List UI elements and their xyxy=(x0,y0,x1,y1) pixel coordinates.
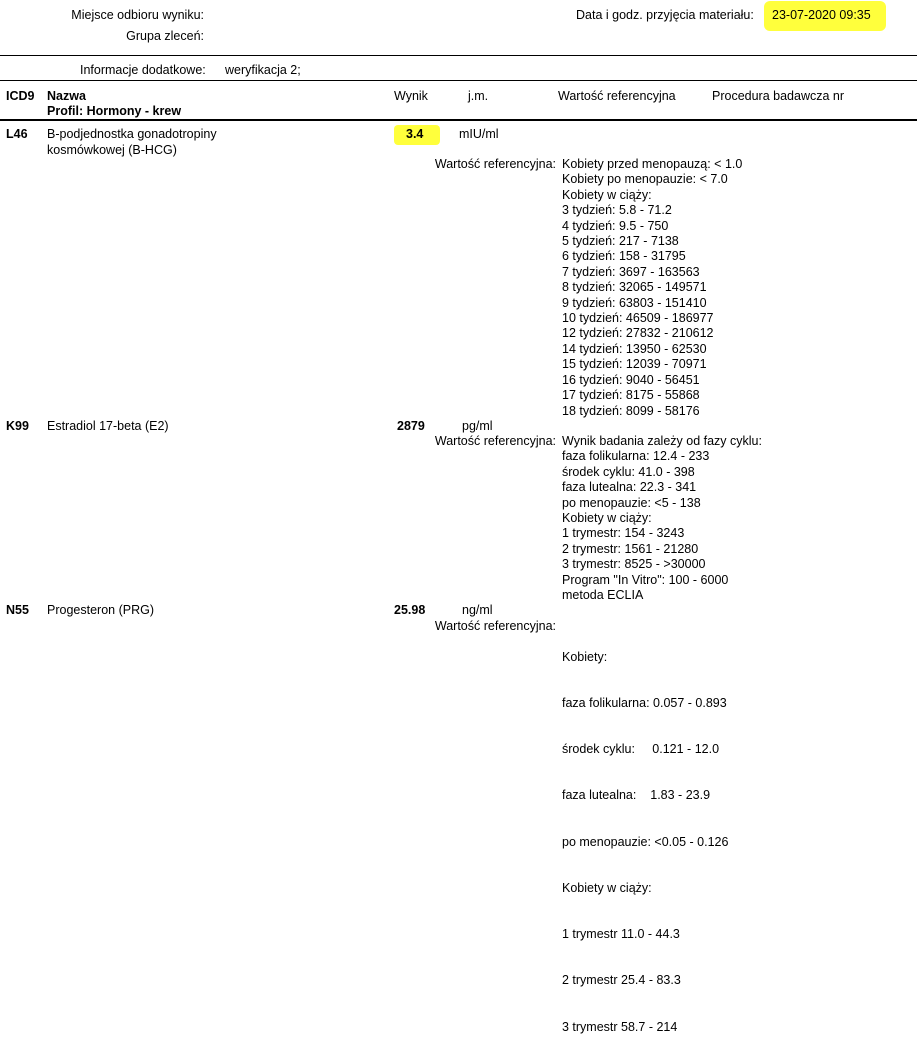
ref-line: 2 trymestr: 1561 - 21280 xyxy=(562,541,699,556)
test-name-k99: Estradiol 17-beta (E2) xyxy=(47,419,169,433)
test-unit-n55: ng/ml xyxy=(462,603,493,617)
test-code-l46: L46 xyxy=(6,127,28,141)
col-reference: Wartość referencyjna xyxy=(558,89,676,103)
additional-info-value: weryfikacja 2; xyxy=(225,63,301,77)
ref-line: po menopauzie: <0.05 - 0.126 xyxy=(562,834,729,849)
group-label: Grupa zleceń: xyxy=(126,29,204,43)
ref-values-n55 xyxy=(562,619,728,1050)
ref-line: 15 tydzień: 12039 - 70971 xyxy=(562,357,707,372)
ref-line: 7 tydzień: 3697 - 163563 xyxy=(562,264,700,279)
test-name-l46-line1: B-podjednostka gonadotropiny xyxy=(47,127,217,141)
ref-line: 4 tydzień: 9.5 - 750 xyxy=(562,218,669,233)
ref-line: Kobiety: xyxy=(562,649,608,664)
ref-line: 10 tydzień: 46509 - 186977 xyxy=(562,311,714,326)
ref-line: metoda ECLIA xyxy=(562,588,644,603)
ref-line: Kobiety w ciąży: xyxy=(562,511,652,526)
ref-line: Kobiety w ciąży: xyxy=(562,187,652,202)
ref-line: 6 tydzień: 158 - 31795 xyxy=(562,249,686,264)
test-code-n55: N55 xyxy=(6,603,29,617)
date-label: Data i godz. przyjęcia materiału: xyxy=(576,8,754,22)
date-value: 23-07-2020 09:35 xyxy=(772,8,871,22)
col-icd9: ICD9 xyxy=(6,89,35,103)
col-result: Wynik xyxy=(394,89,428,103)
info-divider xyxy=(0,80,917,81)
ref-line: 3 tydzień: 5.8 - 71.2 xyxy=(562,203,672,218)
header-divider xyxy=(0,55,917,56)
ref-line: środek cyklu: 0.121 - 12.0 xyxy=(562,742,720,757)
test-unit-l46: mIU/ml xyxy=(459,127,499,141)
additional-info-label: Informacje dodatkowe: xyxy=(80,63,206,77)
test-code-k99: K99 xyxy=(6,419,29,433)
ref-label-l46: Wartość referencyjna: xyxy=(434,157,556,171)
ref-line: 3 trymestr 58.7 - 214 xyxy=(562,1019,678,1034)
ref-line: 14 tydzień: 13950 - 62530 xyxy=(562,341,707,356)
column-header-divider xyxy=(0,119,917,121)
ref-line: środek cyklu: 41.0 - 398 xyxy=(562,464,695,479)
ref-line: faza lutealna: 1.83 - 23.9 xyxy=(562,788,711,803)
ref-line: 18 tydzień: 8099 - 58176 xyxy=(562,403,700,418)
ref-line: Kobiety po menopauzie: < 7.0 xyxy=(562,172,728,187)
ref-line: 17 tydzień: 8175 - 55868 xyxy=(562,388,700,403)
ref-line: faza folikularna: 0.057 - 0.893 xyxy=(562,696,727,711)
col-name: Nazwa xyxy=(47,89,86,103)
test-value-l46: 3.4 xyxy=(406,127,424,141)
ref-line: 5 tydzień: 217 - 7138 xyxy=(562,234,679,249)
ref-line: 12 tydzień: 27832 - 210612 xyxy=(562,326,714,341)
ref-line: faza folikularna: 12.4 - 233 xyxy=(562,449,710,464)
ref-label-n55: Wartość referencyjna: xyxy=(434,619,556,633)
ref-line: Wynik badania zależy od fazy cyklu: xyxy=(562,434,762,448)
test-value-k99: 2879 xyxy=(397,419,425,433)
ref-line: 8 tydzień: 32065 - 149571 xyxy=(562,280,707,295)
ref-line: Kobiety w ciąży: xyxy=(562,880,652,895)
test-unit-k99: pg/ml xyxy=(462,419,493,433)
test-value-n55: 25.98 xyxy=(394,603,426,617)
ref-line: 1 trymestr: 154 - 3243 xyxy=(562,526,685,541)
ref-line: faza lutealna: 22.3 - 341 xyxy=(562,480,697,495)
ref-line: 2 trymestr 25.4 - 83.3 xyxy=(562,973,681,988)
ref-line: 16 tydzień: 9040 - 56451 xyxy=(562,372,700,387)
ref-values-k99 xyxy=(562,434,762,603)
test-name-n55: Progesteron (PRG) xyxy=(47,603,154,617)
ref-line: Kobiety przed menopauzą: < 1.0 xyxy=(562,157,743,171)
ref-line: Program "In Vitro": 100 - 6000 xyxy=(562,572,729,587)
col-unit: j.m. xyxy=(468,89,489,103)
col-profile: Profil: Hormony - krew xyxy=(47,104,182,118)
ref-line: 3 trymestr: 8525 - >30000 xyxy=(562,557,706,572)
test-name-l46-line2: kosmówkowej (B-HCG) xyxy=(47,143,177,157)
pickup-label: Miejsce odbioru wyniku: xyxy=(71,8,204,22)
ref-line: 9 tydzień: 63803 - 151410 xyxy=(562,295,707,310)
ref-line: po menopauzie: <5 - 138 xyxy=(562,495,701,510)
ref-label-k99: Wartość referencyjna: xyxy=(434,434,556,448)
ref-line: 1 trymestr 11.0 - 44.3 xyxy=(562,927,680,942)
col-procedure: Procedura badawcza nr xyxy=(712,89,845,103)
ref-values-l46 xyxy=(562,157,742,419)
